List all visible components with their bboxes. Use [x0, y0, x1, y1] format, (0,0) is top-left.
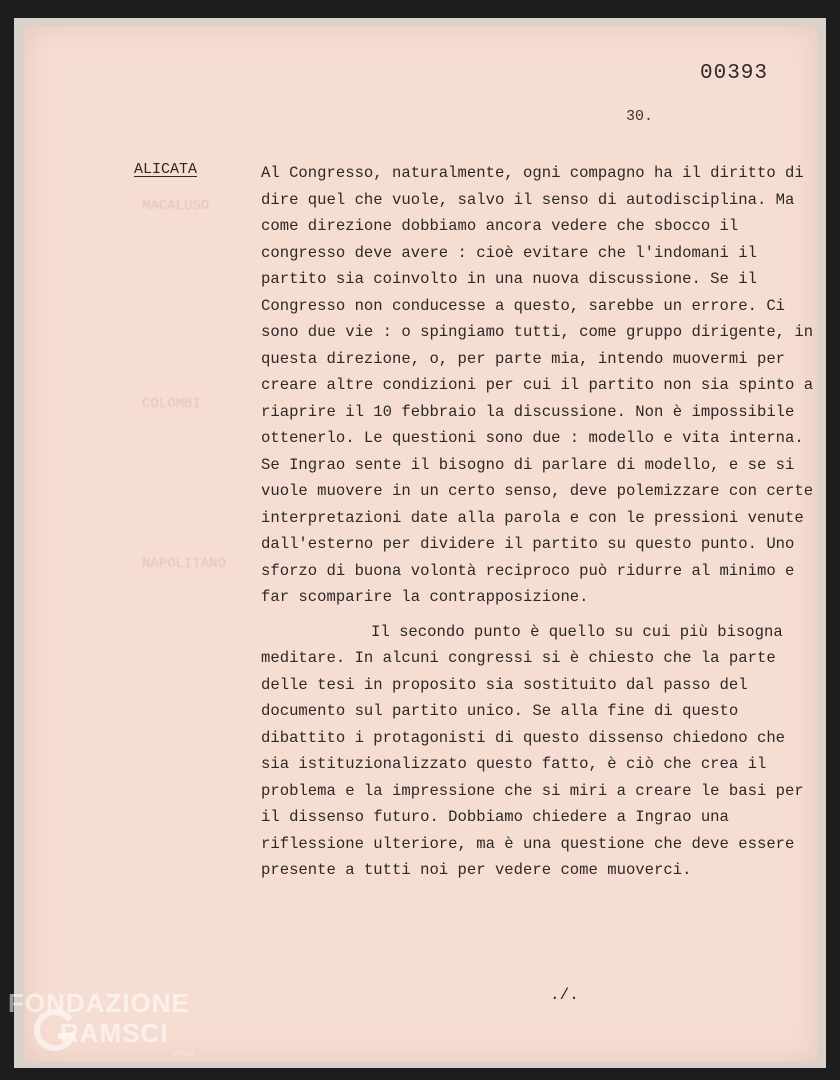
watermark-line: FONDAZIONE — [8, 988, 190, 1018]
watermark-suffix: onlus — [172, 1048, 194, 1058]
speech-text — [261, 160, 821, 884]
fondazione-gramsci-watermark — [8, 986, 218, 1066]
document-number: 00393 — [700, 62, 769, 85]
paragraph: Il secondo punto è quello su cui più bisogna meditare. In alcuni congressi si è chiesto che la parte delle tesi in proposito sia sostituito dal passo del documento sul partito unico. Se alla fine di questo dibattito i protagonisti di questo dissenso chiedono che sia istituzionalizzato questo fatto, è ciò che crea il problema e la impressione che si miri a creare le basi per il dissenso futuro. Dobbiamo chiedere a Ingrao una riflessione ulteriore, ma è una questione che deve essere presente a tutti noi per vedere come muoverci. — [261, 622, 804, 879]
paragraph: Al Congresso, naturalmente, ogni compagno ha il diritto di dire quel che vuole, salvo il senso di autodisciplina. Ma come direzione dobbiamo ancora vedere che sbocco il congresso deve avere : cioè evitare che l'indomani il partito sia coinvolto in una nuova discussione. Se il Congresso non conducesse a questo, sarebbe un errore. Ci sono due vie : o spingiamo tutti, come gruppo dirigente, in questa direzione, o, per parte mia, intendo muovermi per creare altre condizioni per cui il partito non sia spinto a riaprire il 10 febbraio la discussione. Non è impossibile ottenerlo. Le questioni sono due : modello e vita interna. Se Ingrao sente il bisogno di parlare di modello, e se si vuole muovere in un certo senso, deve polemizzare con certe interpretazioni date alla parola e con le pressioni venute dall'esterno per dividere il partito su questo punto. Uno sforzo di buona volontà reciproco può ridurre al minimo e far scomparire la contrapposizione. — [261, 164, 814, 606]
speaker-name: ALICATA — [134, 161, 198, 178]
bleed-through-name: NAPOLITANO — [142, 556, 227, 572]
bleed-through-name: MACALUSO — [142, 198, 210, 214]
continuation-mark: ./. — [550, 986, 579, 1004]
document-page — [24, 26, 818, 1062]
page-number: 30. — [626, 108, 654, 125]
watermark-line: RAMSCI — [60, 1018, 169, 1048]
bleed-through-name: COLOMBI — [142, 396, 201, 412]
